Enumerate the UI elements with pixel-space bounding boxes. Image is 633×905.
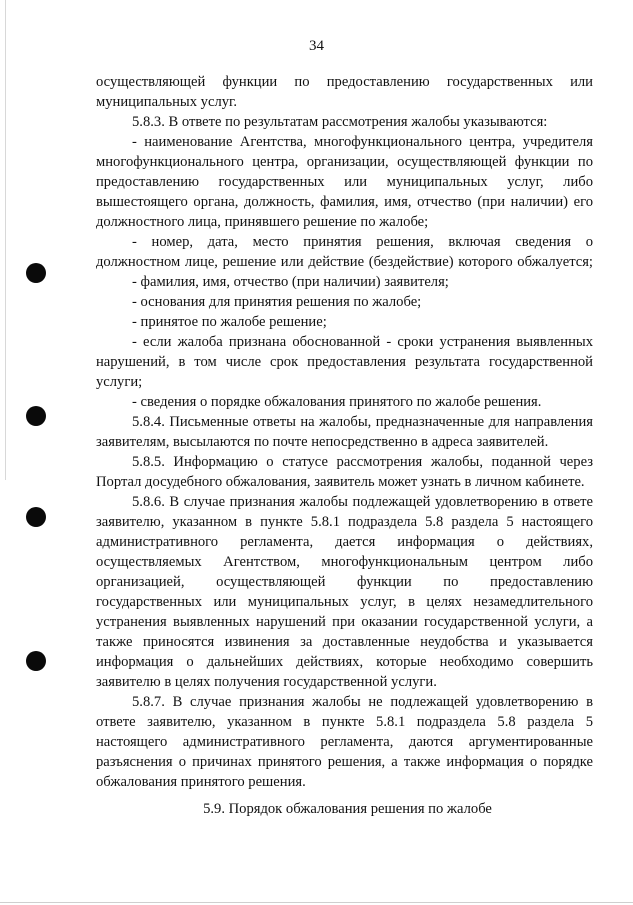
punch-hole-mark (26, 263, 46, 283)
text-line: услуги; (96, 374, 143, 390)
text-line: осуществляемых Агентством, многофункциональным центром либо (96, 554, 593, 570)
punch-hole-mark (26, 406, 46, 426)
text-line: - основания для принятия решения по жалобе; (132, 294, 422, 310)
page-bottom-edge (0, 902, 633, 903)
text-line: 5.8.3. В ответе по результатам рассмотрения жалобы указываются: (132, 114, 548, 130)
text-line: заявителям, высылаются по почте непосредственно в адреса заявителей. (96, 434, 549, 450)
text-line: многофункционального центра, организации, осуществляющей функции по (96, 154, 593, 170)
text-line: организацией, осуществляющей функции по предоставлению (96, 574, 593, 590)
text-line: - принятое по жалобе решение; (132, 314, 327, 330)
text-line: разъяснения о причинах принятого решения, а также информация о порядке (96, 754, 593, 770)
text-line: должностного лица, принявшего решение по жалобе; (96, 214, 429, 230)
text-line: 5.8.5. Информацию о статусе рассмотрения жалобы, поданной через (132, 454, 593, 470)
text-line: - наименование Агентства, многофункционального центра, учредителя (132, 134, 593, 150)
text-line: обжалования принятого решения. (96, 774, 306, 790)
text-line: муниципальных услуг. (96, 94, 238, 110)
text-line: - фамилия, имя, отчество (при наличии) заявителя; (132, 274, 449, 290)
text-line: ответе заявителю, указанном в пункте 5.8.1 подраздела 5.8 раздела 5 (96, 714, 593, 730)
text-line: предоставлению государственных или муниципальных услуг, либо (96, 174, 593, 190)
text-line: вышестоящего органа, должность, фамилия, имя, отчество (при наличии) его (96, 194, 593, 210)
text-line: нарушений, в том числе срок предоставления результата государственной (96, 354, 593, 370)
punch-hole-mark (26, 507, 46, 527)
text-line: Портал досудебного обжалования, заявитель может узнать в личном кабинете. (96, 474, 585, 490)
text-line: должностном лице, решение или действие (бездействие) которого обжалуется; (96, 254, 593, 270)
text-line: заявителю, указанном в пункте 5.8.1 подраздела 5.8 раздела 5 настоящего (96, 514, 593, 530)
text-line: осуществляющей функции по предоставлению государственных или (96, 74, 593, 90)
text-line: также приносятся извинения за доставленные неудобства и указывается (96, 634, 593, 650)
page-number: 34 (309, 38, 324, 54)
section-heading: 5.9. Порядок обжалования решения по жалобе (203, 801, 492, 817)
text-line: 5.8.7. В случае признания жалобы не подлежащей удовлетворению в (132, 694, 593, 710)
text-line: - сведения о порядке обжалования принятого по жалобе решения. (132, 394, 542, 410)
text-line: - номер, дата, место принятия решения, включая сведения о (132, 234, 593, 250)
text-line: 5.8.4. Письменные ответы на жалобы, предназначенные для направления (132, 414, 593, 430)
text-line: государственных или муниципальных услуг, в целях незамедлительного (96, 594, 593, 610)
text-line: 5.8.6. В случае признания жалобы подлежащей удовлетворению в ответе (132, 494, 593, 510)
text-line: - если жалоба признана обоснованной - сроки устранения выявленных (132, 334, 593, 350)
binding-edge-line (5, 0, 6, 480)
text-line: административного регламента, дается информация о действиях, (96, 534, 593, 550)
text-line: информация о дальнейших действиях, которые необходимо совершить (96, 654, 593, 670)
punch-hole-mark (26, 651, 46, 671)
text-line: заявителю в целях получения государственной услуги. (96, 674, 437, 690)
document-body (96, 72, 593, 792)
text-line: настоящего административного регламента, даются аргументированные (96, 734, 593, 750)
text-line: устранения выявленных нарушений при оказании государственной услуги, а (96, 614, 593, 630)
